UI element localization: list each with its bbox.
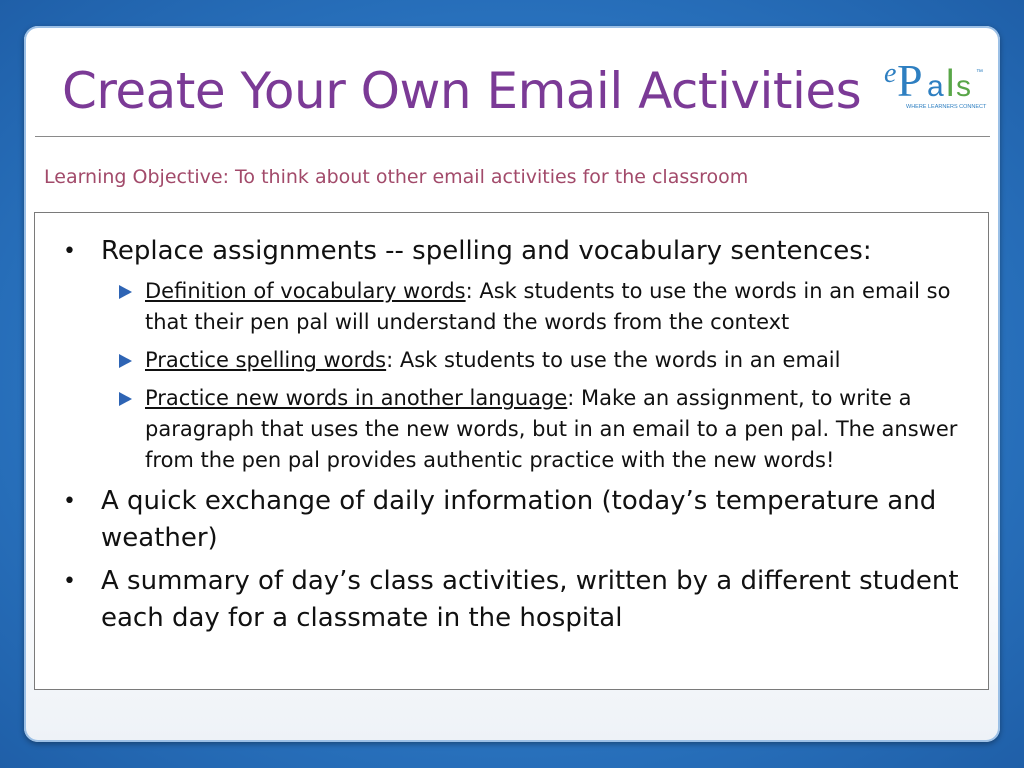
- svg-text:P: P: [897, 55, 923, 106]
- language-link[interactable]: Practice new words in another language: [145, 386, 568, 410]
- slide-title: Create Your Own Email Activities: [62, 62, 862, 120]
- sub-bullet-list: [101, 276, 959, 476]
- learning-objective: Learning Objective: To think about other email activities for the classroom: [44, 166, 749, 188]
- vocabulary-link[interactable]: Definition of vocabulary words: [145, 279, 466, 303]
- bullet-dot-icon: •: [63, 239, 76, 264]
- bullet-text: Replace assignments -- spelling and vocabulary sentences:: [101, 236, 872, 266]
- sub-bullet-text: : Make an assignment, to write a paragraph that uses the new words, but in an email to a pen pal. The answer from the pen pal provides authentic practice with the new words!: [145, 386, 958, 472]
- content-box: [34, 212, 989, 690]
- sub-bullet-text: : Ask students to use the words in an email: [386, 348, 841, 372]
- bullet-item-replace-assignments: [59, 233, 959, 476]
- triangle-arrow-icon: [119, 354, 132, 368]
- title-divider: [35, 136, 990, 137]
- sub-bullet-text: : Ask students to use the words in an email so that their pen pal will understand the words from the context: [145, 279, 951, 334]
- svg-text:™: ™: [976, 69, 983, 76]
- bullet-text: A quick exchange of daily information (today’s temperature and weather): [101, 486, 937, 553]
- svg-text:s: s: [956, 70, 971, 103]
- bullet-text: A summary of day’s class activities, written by a different student each day for a classmate in the hospital: [101, 566, 959, 633]
- bullet-item-class-summary: [59, 563, 959, 637]
- sub-bullet-language: [101, 383, 959, 476]
- svg-text:a: a: [927, 70, 944, 103]
- sub-bullet-vocabulary: [101, 276, 959, 338]
- bullet-dot-icon: •: [63, 489, 76, 514]
- triangle-arrow-icon: [119, 285, 132, 299]
- sub-bullet-spelling: [101, 345, 959, 376]
- triangle-arrow-icon: [119, 392, 132, 406]
- spelling-link[interactable]: Practice spelling words: [145, 348, 387, 372]
- svg-text:l: l: [946, 63, 955, 105]
- logo-tagline: WHERE LEARNERS CONNECT: [906, 104, 987, 110]
- epals-logo: [880, 44, 990, 116]
- bullet-list: [59, 233, 959, 643]
- svg-text:e: e: [884, 58, 897, 89]
- bullet-item-daily-information: [59, 483, 959, 557]
- bullet-dot-icon: •: [63, 569, 76, 594]
